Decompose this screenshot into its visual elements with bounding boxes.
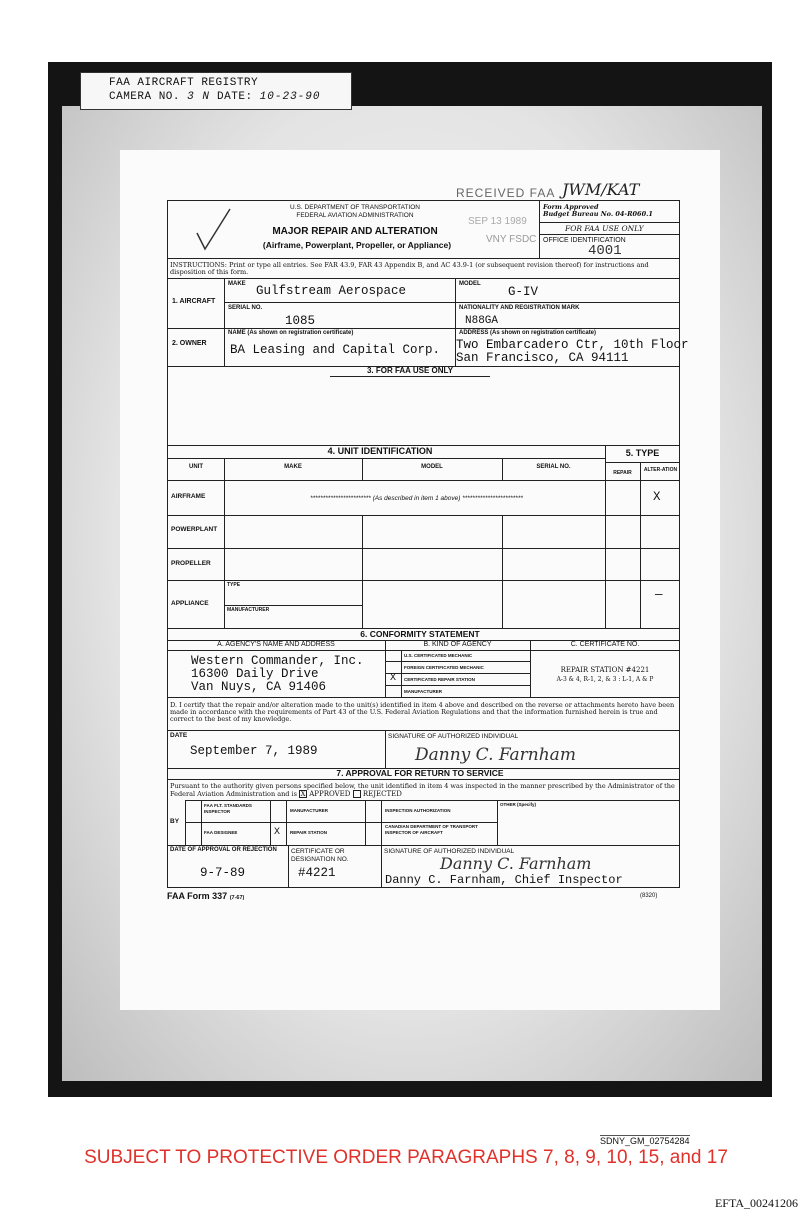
airframe-desc: ************************ (As described in item 1 above) ************************ <box>310 495 523 502</box>
owner-name-label: NAME (As shown on registration certificate) <box>228 330 354 336</box>
appliance-mfr-label: MANUFACTURER <box>227 607 270 613</box>
type-section: 5. TYPE <box>625 448 660 458</box>
col-make: MAKE <box>284 464 302 470</box>
aircraft-model: G-IV <box>508 285 539 299</box>
checkmark-icon <box>175 205 235 255</box>
agency-name: Western Commander, Inc. <box>191 654 364 668</box>
conformity-section: 6. CONFORMITY STATEMENT <box>360 629 480 639</box>
appliance-type-label: TYPE <box>227 582 241 588</box>
form-rev: (7-67) <box>229 895 245 901</box>
certification-statement: D. I certify that the repair and/or alteration made to the unit(s) identified in item 4 above and described on the reverse or attachments hereto have been made in accordance with the requirements of Part 43 of the U.S. Federal Aviation Regulations and that the information furnished herein is true and correct to the best of my knowledge. <box>170 701 675 723</box>
budget-no: Budget Bureau No. 04-R060.1 <box>543 210 653 218</box>
appliance-alteration-mark: — <box>655 588 663 602</box>
approval-sig-label: SIGNATURE OF AUTHORIZED INDIVIDUAL <box>384 848 515 855</box>
col-repair: REPAIR <box>613 470 632 476</box>
col-serial: SERIAL NO. <box>536 464 571 470</box>
col-alteration: ALTER-ATION <box>643 467 678 473</box>
approval-paragraph <box>170 782 676 798</box>
efta-number: EFTA_00241206 <box>714 1196 798 1210</box>
agency-name: FEDERAL AVIATION ADMINISTRATION <box>296 212 414 219</box>
approval-section: 7. APPROVAL FOR RETURN TO SERVICE <box>336 768 504 778</box>
row-propeller: PROPELLER <box>171 560 211 567</box>
approval-signature: Danny C. Farnham <box>440 854 592 873</box>
stamp-date: SEP 13 1989 <box>468 216 527 227</box>
bates-number: SDNY_GM_02754284 <box>600 1136 690 1146</box>
owner-address-1: Two Embarcadero Ctr, 10th Floor <box>456 338 689 352</box>
conformity-date: September 7, 1989 <box>190 744 318 758</box>
row-powerplant: POWERPLANT <box>171 526 218 533</box>
aircraft-make: Gulfstream Aerospace <box>256 284 407 298</box>
form-number <box>167 891 244 901</box>
cert-label: C. CERTIFICATE NO. <box>570 641 640 648</box>
office-id: 4001 <box>588 243 622 259</box>
unit-id-section: 4. UNIT IDENTIFICATION <box>327 446 433 456</box>
cert-no: REPAIR STATION #4221 <box>560 666 650 674</box>
row-airframe: AIRFRAME <box>171 493 206 500</box>
owner-address-2: San Francisco, CA 94111 <box>456 351 629 365</box>
instructions: INSTRUCTIONS: Print or type all entries. See FAR 43.9, FAR 43 Appendix B, and AC 43.9-1 (or subsequent revision thereof) for instructions and disposition of this form. <box>170 261 649 276</box>
approval-date: 9-7-89 <box>200 866 246 880</box>
by-repair-station: REPAIR STATION <box>290 830 327 835</box>
serial-label: SERIAL NO. <box>228 305 263 311</box>
registration-mark: N88GA <box>465 315 499 327</box>
rejected-checkbox[interactable] <box>353 790 361 798</box>
form-subtitle: (Airframe, Powerplant, Propeller, or Appliance) <box>262 240 452 250</box>
protective-order-notice: SUBJECT TO PROTECTIVE ORDER PARAGRAPHS 7, 8, 9, 10, 15, and 17 <box>84 1147 728 1168</box>
conformity-signature: Danny C. Farnham <box>415 745 576 765</box>
kind-foreign-mechanic: FOREIGN CERTIFICATED MECHANIC <box>404 665 484 670</box>
faa-use-section: 3. FOR FAA USE ONLY <box>366 366 454 375</box>
by-faa-designee: FAA DESIGNEE <box>204 830 238 835</box>
aircraft-serial: 1085 <box>285 314 316 328</box>
form-approved: Form Approved <box>543 203 599 211</box>
by-faa-inspector: FAA FLT. STANDARDS INSPECTOR <box>204 803 252 814</box>
col-model: MODEL <box>421 464 443 470</box>
kind-label: B. KIND OF AGENCY <box>423 641 492 648</box>
kind-manufacturer: MANUFACTURER <box>404 689 442 694</box>
by-repair-station-mark: X <box>274 827 281 838</box>
reg-label: NATIONALITY AND REGISTRATION MARK <box>459 305 580 311</box>
form-title: MAJOR REPAIR AND ALTERATION <box>272 226 438 237</box>
by-inspection-auth: INSPECTION AUTHORIZATION <box>385 808 451 813</box>
approval-text: Pursuant to the authority given persons specified below, the unit identified in item 4 was inspected in the manner prescribed by the Administrator of the Federal Aviation Administration and is <box>170 782 675 798</box>
initials: JWM/KAT <box>562 180 640 199</box>
agency-street: 16300 Daily Drive <box>191 667 319 681</box>
approved-label: APPROVED <box>309 790 351 798</box>
faa-use-only: FOR FAA USE ONLY <box>565 224 644 233</box>
agency-city: Van Nuys, CA 91406 <box>191 680 327 694</box>
cert-ratings: A-3 & 4, R-1, 2, & 3 : L-1, A & P <box>556 676 654 683</box>
registry-title: FAA AIRCRAFT REGISTRY <box>109 77 259 89</box>
designation-label: CERTIFICATE OR DESIGNATION NO. <box>291 848 349 863</box>
dept-name: U.S. DEPARTMENT OF TRANSPORTATION <box>290 204 420 211</box>
aircraft-section: 1. AIRCRAFT <box>172 298 216 305</box>
approval-date-label: DATE OF APPROVAL OR REJECTION <box>170 847 277 853</box>
conformity-sig-label: SIGNATURE OF AUTHORIZED INDIVIDUAL <box>388 733 519 740</box>
stamp-office: VNY FSDC <box>486 234 537 245</box>
registry-label <box>80 72 352 110</box>
owner-name: BA Leasing and Capital Corp. <box>230 343 441 357</box>
label-date: 10-23-90 <box>259 91 321 103</box>
received-stamp: RECEIVED FAA <box>456 186 556 200</box>
airframe-alteration-mark: X <box>653 490 661 504</box>
model-label: MODEL <box>459 281 481 287</box>
rejected-label: REJECTED <box>362 790 402 798</box>
office-id-label: OFFICE IDENTIFICATION <box>543 237 626 244</box>
agency-label: A. AGENCY'S NAME AND ADDRESS <box>217 641 335 648</box>
date-label: DATE: <box>217 91 253 103</box>
by-label: BY <box>170 818 180 825</box>
by-manufacturer: MANUFACTURER <box>290 808 328 813</box>
kind-repair-station-mark: X <box>390 673 397 684</box>
row-appliance: APPLIANCE <box>171 600 209 607</box>
approval-options <box>299 790 402 798</box>
camera-label: CAMERA NO. <box>109 91 181 103</box>
owner-section: 2. OWNER <box>172 340 207 347</box>
kind-repair-station: CERTIFICATED REPAIR STATION <box>404 677 475 682</box>
col-unit: UNIT <box>189 464 203 470</box>
owner-address-label: ADDRESS (As shown on registration certificate) <box>459 330 597 336</box>
other-label: OTHER (Specify) <box>500 802 537 807</box>
signer-name: Danny C. Farnham, Chief Inspector <box>385 873 623 887</box>
make-label: MAKE <box>228 281 246 287</box>
kind-us-mechanic: U.S. CERTIFICATED MECHANIC <box>404 653 473 658</box>
by-canadian-inspector: CANADIAN DEPARTMENT OF TRANSPORT INSPECTOR OF AIRCRAFT <box>385 824 478 835</box>
designation-no: #4221 <box>298 866 336 880</box>
form-id: FAA Form 337 <box>167 891 228 901</box>
date-label: DATE <box>170 732 188 739</box>
form-code: (8320) <box>640 893 658 899</box>
approved-checkbox[interactable]: X <box>300 790 306 798</box>
camera-no: 3 N <box>187 91 210 103</box>
